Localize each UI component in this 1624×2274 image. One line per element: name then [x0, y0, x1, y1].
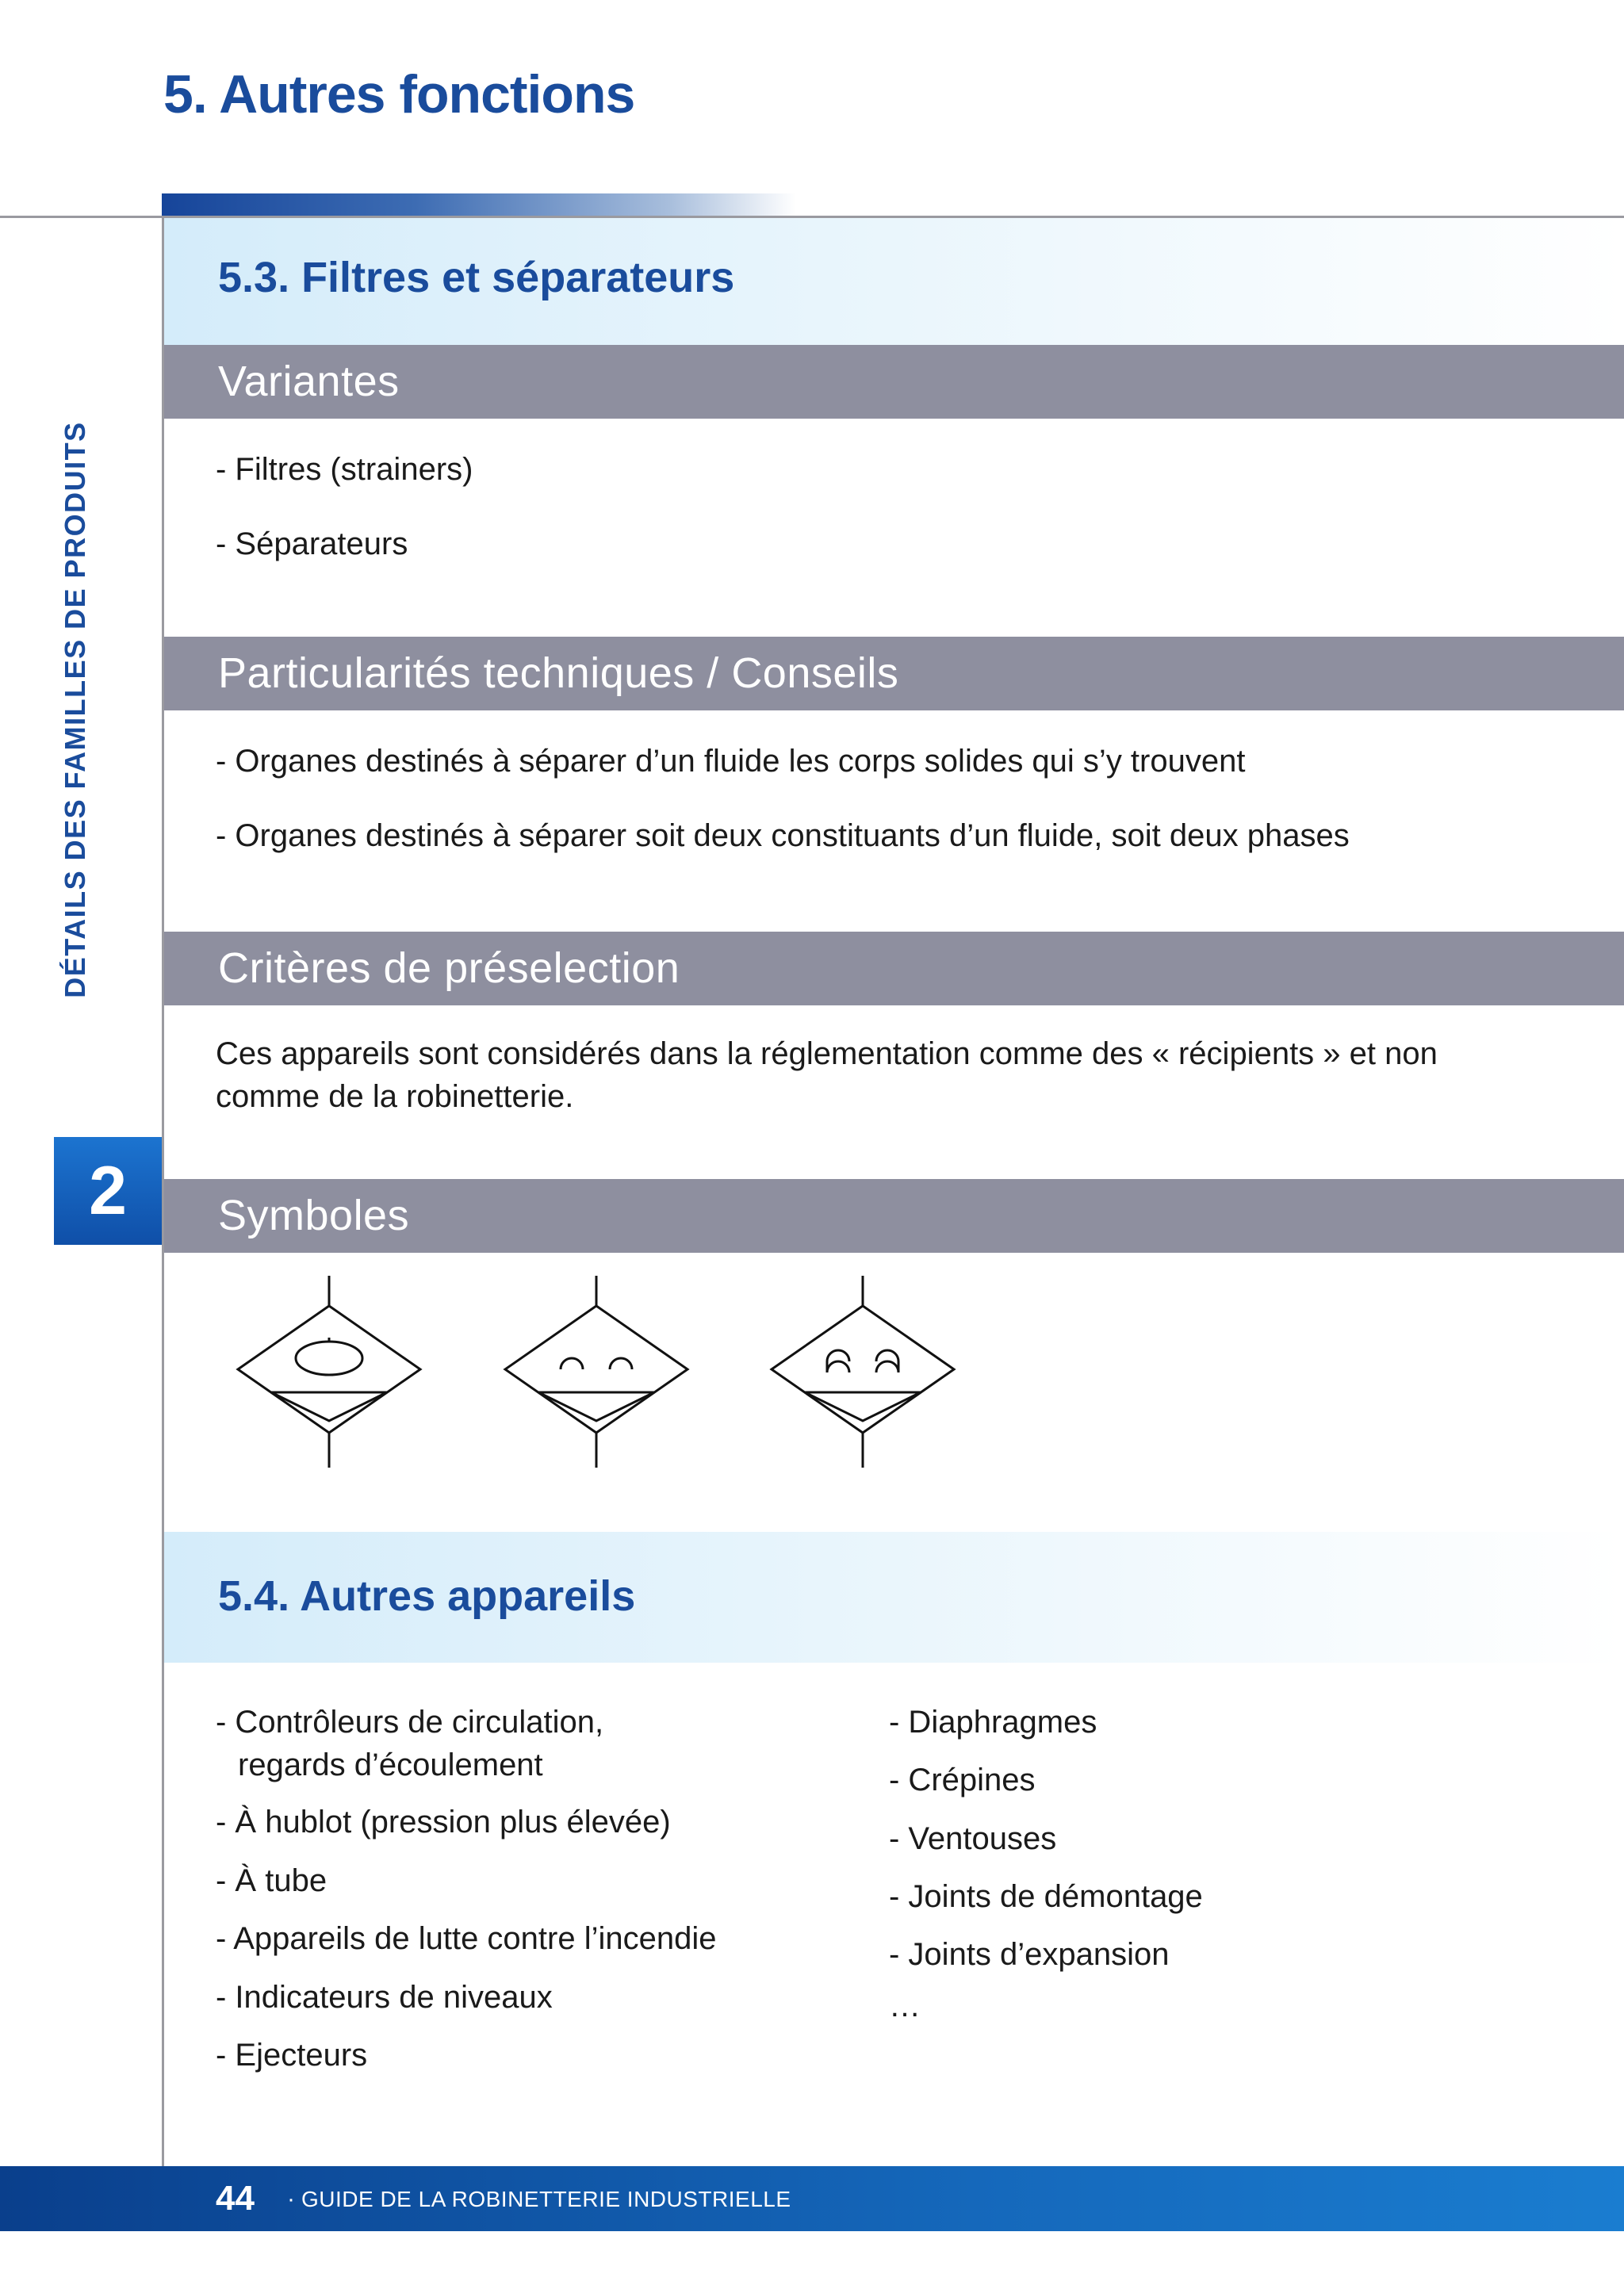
criteres-text-line-2: comme de la robinetterie.	[216, 1079, 574, 1114]
criteres-title: Critères de préselection	[218, 944, 680, 992]
book-title: GUIDE DE LA ROBINETTERIE INDUSTRIELLE	[301, 2187, 791, 2211]
filter-symbol-icon	[230, 1273, 428, 1471]
page-title: 5. Autres fonctions	[163, 64, 635, 124]
autres-appareils-left-list	[216, 1705, 866, 2085]
symboles-title: Symboles	[218, 1192, 410, 1239]
particularites-title: Particularités techniques / Conseils	[218, 649, 899, 697]
list-item-ellipsis: …	[889, 1989, 921, 2023]
separator-double-symbol-icon	[764, 1273, 962, 1471]
list-item: - Contrôleurs de circulation,	[216, 1705, 604, 1740]
footer-separator: ·	[287, 2186, 295, 2212]
list-item: - Crépines	[889, 1763, 1036, 1797]
section-5-3-header	[164, 218, 1624, 345]
list-item: - Joints de démontage	[889, 1879, 1203, 1914]
list-item: - À tube	[216, 1863, 327, 1898]
variantes-header	[164, 345, 1624, 419]
list-item: - Organes destinés à séparer d’un fluide les corps solides qui s’y trouvent	[216, 744, 1246, 779]
chapter-number-badge: 2	[54, 1137, 162, 1245]
section-5-4-header	[164, 1532, 1624, 1663]
side-tab-label: DÉTAILS DES FAMILLES DE PRODUITS	[59, 421, 91, 998]
autres-appareils-right-list	[889, 1705, 1444, 2038]
section-5-3-title: 5.3. Filtres et séparateurs	[218, 254, 735, 301]
criteres-text-line-1: Ces appareils sont considérés dans la réglementation comme des « récipients » et non	[216, 1036, 1438, 1071]
list-item: - Ejecteurs	[216, 2038, 368, 2073]
list-item: - Indicateurs de niveaux	[216, 1980, 553, 2015]
list-item: - Filtres (strainers)	[216, 452, 473, 487]
criteres-header	[164, 932, 1624, 1005]
page-number: 44	[216, 2179, 255, 2218]
section-5-4-title: 5.4. Autres appareils	[218, 1572, 636, 1620]
page-footer	[0, 2166, 1624, 2231]
separator-symbol-icon	[497, 1273, 695, 1471]
list-item: - Joints d’expansion	[889, 1937, 1170, 1972]
list-item: regards d’écoulement	[238, 1748, 543, 1782]
list-item: - Organes destinés à séparer soit deux constituants d’un fluide, soit deux phases	[216, 818, 1350, 853]
list-item: - Appareils de lutte contre l’incendie	[216, 1921, 717, 1956]
particularites-header	[164, 637, 1624, 710]
list-item: - Ventouses	[889, 1821, 1057, 1856]
list-item: - Séparateurs	[216, 526, 408, 561]
list-item: - Diaphragmes	[889, 1705, 1097, 1740]
list-item: - À hublot (pression plus élevée)	[216, 1805, 671, 1839]
header-gradient-bar	[162, 193, 796, 216]
symboles-header	[164, 1179, 1624, 1253]
variantes-title: Variantes	[218, 358, 400, 405]
